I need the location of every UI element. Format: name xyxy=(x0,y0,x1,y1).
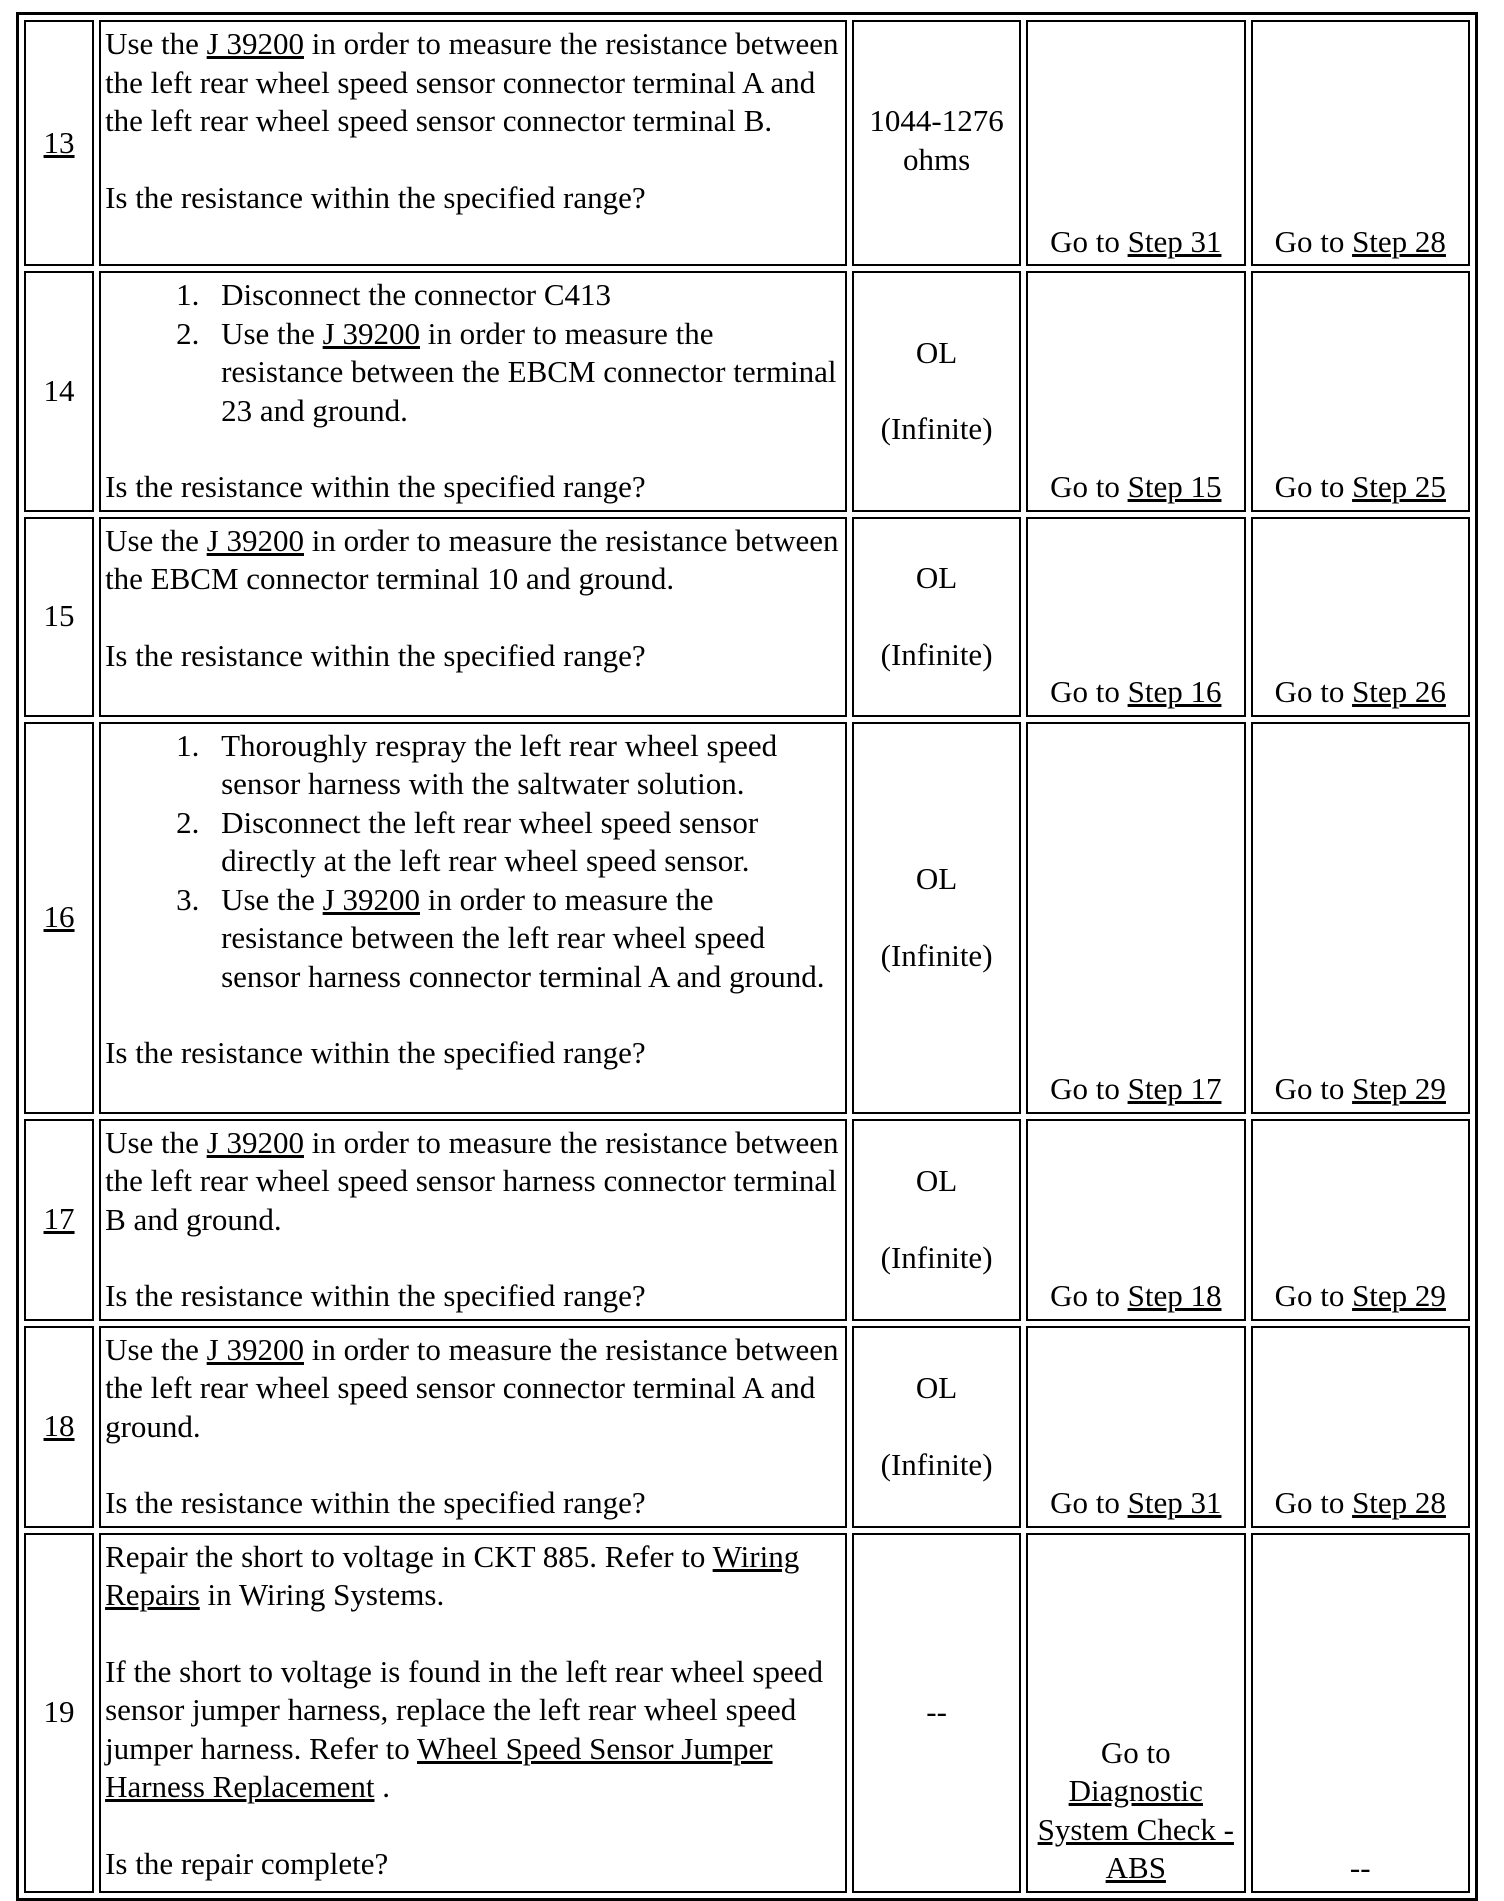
value-text: OL xyxy=(915,560,958,595)
no-step-link[interactable]: Step 26 xyxy=(1352,674,1446,709)
list-item: 1. Thoroughly respray the left rear wheel speed sensor harness with the saltwater solution. xyxy=(207,727,841,804)
action-list xyxy=(105,727,841,997)
tool-link[interactable]: J 39200 xyxy=(206,26,304,61)
value-cell xyxy=(852,271,1021,512)
action-cell xyxy=(99,517,847,717)
table-row xyxy=(24,1119,1470,1321)
value-text: OL xyxy=(915,334,958,370)
yes-cell: Go to Step 31 xyxy=(1026,1326,1245,1528)
value-cell xyxy=(852,722,1021,1114)
tool-link[interactable]: J 39200 xyxy=(322,881,420,917)
yes-step-link[interactable]: Step 15 xyxy=(1127,469,1222,504)
step-number: 15 xyxy=(24,517,94,717)
yes-cell: Go to Step 18 xyxy=(1026,1119,1245,1321)
table-row xyxy=(24,20,1470,266)
value-cell xyxy=(852,517,1021,717)
wiring-repairs-link[interactable]: Wiring Repairs xyxy=(105,1538,800,1612)
yes-cell: Go to Step 31 xyxy=(1026,20,1245,266)
action-text: Use the J 39200 in order to measure the resistance between the EBCM connector terminal 10 and ground. xyxy=(105,522,839,596)
action-text: Use the J 39200 in order to measure the resistance between the left rear wheel speed sensor harness connector terminal B and ground. xyxy=(105,1124,839,1237)
value-cell xyxy=(852,1326,1021,1528)
action-cell xyxy=(99,1533,847,1893)
jumper-harness-replacement-link[interactable]: Wheel Speed Sensor Jumper Harness Replacement xyxy=(105,1730,773,1804)
value-text: OL xyxy=(915,1370,958,1405)
yes-step-link[interactable]: Step 31 xyxy=(1127,223,1222,259)
value-text: OL xyxy=(915,861,958,896)
table-row xyxy=(24,271,1470,512)
step-number xyxy=(24,20,94,266)
yes-step-link[interactable]: Step 31 xyxy=(1127,1485,1222,1520)
value-text: 1044-1276 ohms xyxy=(869,103,1004,177)
diagnostic-system-check-link[interactable]: Diagnostic System Check - ABS xyxy=(1037,1773,1234,1885)
action-text: Use the J 39200 in order to measure the resistance between the left rear wheel speed sensor connector terminal A and the left rear wheel speed sensor connector terminal B. xyxy=(105,26,839,138)
action-cell xyxy=(99,20,847,266)
question-text: Is the resistance within the specified range? xyxy=(105,637,646,673)
diagnostic-steps-table xyxy=(16,12,1478,1901)
step-number-link[interactable]: 17 xyxy=(43,1201,75,1237)
question-text: Is the resistance within the specified range? xyxy=(105,1485,646,1520)
value-cell xyxy=(852,1533,1021,1893)
action-text: Repair the short to voltage in CKT 885. Refer to Wiring Repairs in Wiring Systems. xyxy=(105,1538,800,1612)
no-cell: Go to Step 29 xyxy=(1251,1119,1470,1321)
question-text: Is the resistance within the specified range? xyxy=(105,1278,646,1313)
yes-cell: Go to Step 16 xyxy=(1026,517,1245,717)
step-number xyxy=(24,1119,94,1321)
yes-step-link[interactable]: Step 17 xyxy=(1127,1071,1222,1106)
question-text: Is the resistance within the specified range? xyxy=(105,469,646,504)
action-cell xyxy=(99,1119,847,1321)
step-number: 19 xyxy=(24,1533,94,1893)
action-list xyxy=(105,276,841,430)
value-cell xyxy=(852,20,1021,266)
table-row xyxy=(24,722,1470,1114)
value-cell xyxy=(852,1119,1021,1321)
value-subtext: (Infinite) xyxy=(880,411,993,447)
table-row xyxy=(24,1533,1470,1893)
question-text: Is the repair complete? xyxy=(105,1845,389,1881)
step-number xyxy=(24,722,94,1114)
no-step-link[interactable]: Step 28 xyxy=(1352,223,1446,259)
table-row xyxy=(24,517,1470,717)
no-cell: Go to Step 26 xyxy=(1251,517,1470,717)
step-number-link[interactable]: 18 xyxy=(43,1408,75,1444)
action-text-2: If the short to voltage is found in the left rear wheel speed sensor jumper harness, replace the left rear wheel speed jumper harness. Refer to Wheel Speed Sensor Jumper Harness Replacement . xyxy=(105,1653,823,1804)
action-cell xyxy=(99,1326,847,1528)
no-step-link[interactable]: Step 29 xyxy=(1352,1071,1446,1106)
yes-cell: Go to Diagnostic System Check - ABS xyxy=(1026,1533,1245,1893)
tool-link[interactable]: J 39200 xyxy=(206,1124,304,1160)
no-step-link[interactable]: Step 29 xyxy=(1352,1278,1446,1313)
yes-cell: Go to Step 17 xyxy=(1026,722,1245,1114)
step-number-link[interactable]: 13 xyxy=(43,124,75,160)
action-cell xyxy=(99,271,847,512)
action-text: Use the J 39200 in order to measure the resistance between the left rear wheel speed sensor connector terminal A and ground. xyxy=(105,1331,839,1444)
no-step-link[interactable]: Step 25 xyxy=(1352,469,1446,504)
no-cell: Go to Step 25 xyxy=(1251,271,1470,512)
yes-step-link[interactable]: Step 16 xyxy=(1127,674,1222,709)
step-number xyxy=(24,1326,94,1528)
value-subtext: (Infinite) xyxy=(880,1446,993,1482)
question-text: Is the resistance within the specified range? xyxy=(105,179,646,215)
tool-link[interactable]: J 39200 xyxy=(206,522,304,558)
action-cell xyxy=(99,722,847,1114)
no-cell: Go to Step 29 xyxy=(1251,722,1470,1114)
value-subtext: (Infinite) xyxy=(880,636,993,672)
tool-link[interactable]: J 39200 xyxy=(322,315,420,351)
question-text: Is the resistance within the specified range? xyxy=(105,1035,646,1070)
step-number: 14 xyxy=(24,271,94,512)
no-step-link[interactable]: Step 28 xyxy=(1352,1485,1446,1520)
list-item: 1. Disconnect the connector C413 xyxy=(207,276,841,315)
list-item: 2. Disconnect the left rear wheel speed sensor directly at the left rear wheel speed sensor. xyxy=(207,804,841,881)
value-subtext: (Infinite) xyxy=(880,1239,993,1275)
no-cell: Go to Step 28 xyxy=(1251,1326,1470,1528)
no-cell: -- xyxy=(1251,1533,1470,1893)
step-number-link[interactable]: 16 xyxy=(43,899,75,935)
no-cell: Go to Step 28 xyxy=(1251,20,1470,266)
yes-step-link[interactable]: Step 18 xyxy=(1127,1278,1222,1313)
value-text: -- xyxy=(926,1694,947,1730)
list-item: 2. Use the J 39200 in order to measure the resistance between the EBCM connector terminal 23 and ground. xyxy=(207,315,841,431)
tool-link[interactable]: J 39200 xyxy=(206,1331,304,1367)
table-row xyxy=(24,1326,1470,1528)
value-text: OL xyxy=(915,1163,958,1198)
list-item: 3. Use the J 39200 in order to measure the resistance between the left rear wheel speed sensor harness connector terminal A and ground. xyxy=(207,881,841,997)
yes-cell: Go to Step 15 xyxy=(1026,271,1245,512)
value-subtext: (Infinite) xyxy=(880,937,993,973)
